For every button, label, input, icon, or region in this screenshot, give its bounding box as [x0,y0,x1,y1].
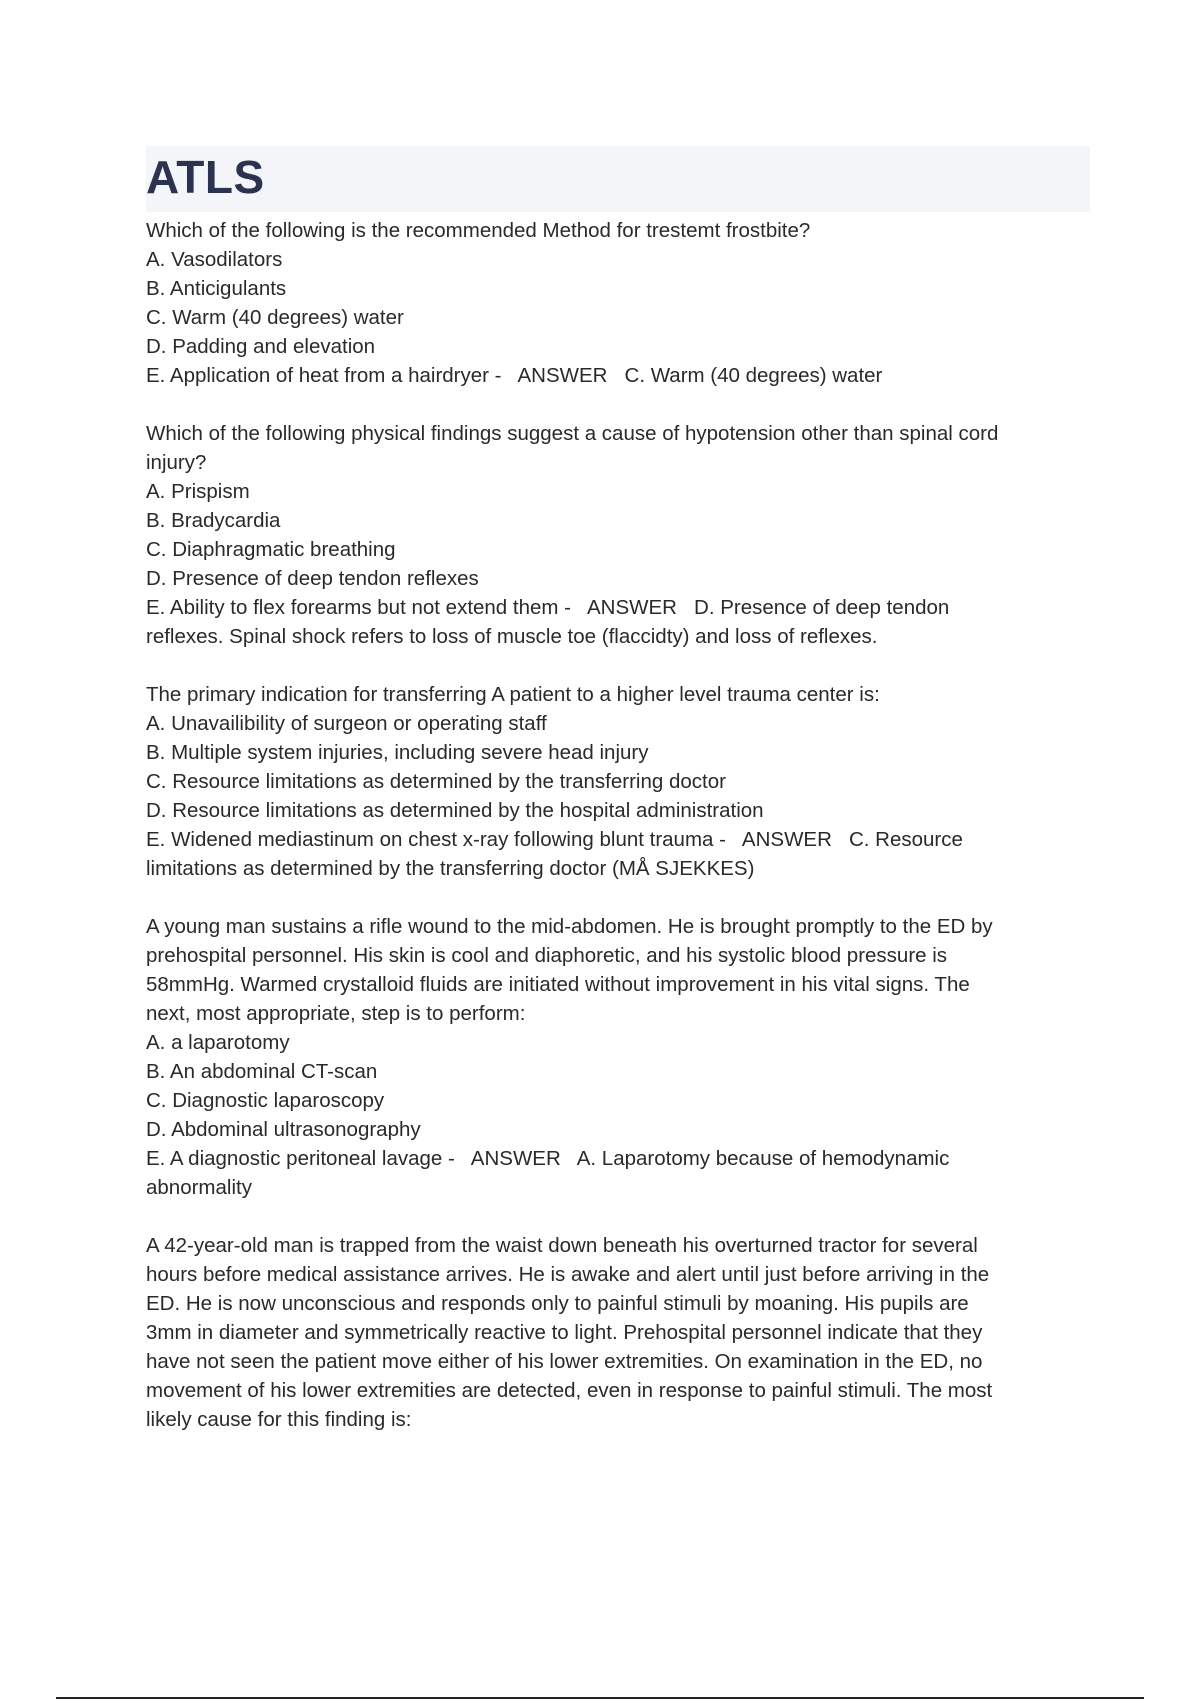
question-4-line: C. Diagnostic laparoscopy [146,1089,385,1112]
question-1-line: B. Anticigulants [146,277,287,300]
question-3-answer-line: E. Widened mediastinum on chest x-ray following blunt trauma - ANSWER C. Resource [146,828,963,851]
question-4-line: next, most appropriate, step is to perform: [146,1002,526,1025]
question-1-line: D. Padding and elevation [146,335,376,358]
question-1-line: Which of the following is the recommended Method for trestemt frostbite? [146,219,811,242]
question-5-line: movement of his lower extremities are detected, even in response to painful stimuli. The most [146,1379,993,1402]
document-title: ATLS [146,151,265,203]
question-1 [146,216,1090,390]
question-3-line: The primary indication for transferring A patient to a higher level trauma center is: [146,683,880,706]
question-4 [146,912,1090,1202]
question-4-line: A young man sustains a rifle wound to the mid-abdomen. He is brought promptly to the ED by [146,915,993,938]
page-bottom-rule [56,1697,1144,1699]
question-4-line: A. a laparotomy [146,1031,290,1054]
question-2-answer-line: reflexes. Spinal shock refers to loss of muscle toe (flaccidty) and loss of reflexes. [146,625,878,648]
question-4-answer-line: abnormality [146,1176,252,1199]
question-2-line: A. Prispism [146,480,250,503]
question-4-line: prehospital personnel. His skin is cool and diaphoretic, and his systolic blood pressure is [146,944,948,967]
question-2-line: injury? [146,451,207,474]
question-1-answer-line: E. Application of heat from a hairdryer - ANSWER C. Warm (40 degrees) water [146,364,883,387]
question-3-answer-line: limitations as determined by the transferring doctor (MÅ SJEKKES) [146,857,755,880]
question-5 [146,1231,1090,1434]
question-2-line: Which of the following physical findings suggest a cause of hypotension other than spinal cord [146,422,999,445]
question-2-line: C. Diaphragmatic breathing [146,538,396,561]
question-5-line: have not seen the patient move either of his lower extremities. On examination in the ED, no [146,1350,983,1373]
question-3-line: C. Resource limitations as determined by the transferring doctor [146,770,726,793]
question-2-line: B. Bradycardia [146,509,281,532]
question-4-line: D. Abdominal ultrasonography [146,1118,421,1141]
question-4-line: B. An abdominal CT-scan [146,1060,378,1083]
question-1-line: A. Vasodilators [146,248,283,271]
question-1-line: C. Warm (40 degrees) water [146,306,404,329]
question-3-line: D. Resource limitations as determined by the hospital administration [146,799,764,822]
document-page [146,146,1090,1463]
question-3 [146,680,1090,883]
question-2-answer-line: E. Ability to flex forearms but not extend them - ANSWER D. Presence of deep tendon [146,596,950,619]
question-5-line: ED. He is now unconscious and responds only to painful stimuli by moaning. His pupils are [146,1292,969,1315]
question-4-line: 58mmHg. Warmed crystalloid fluids are initiated without improvement in his vital signs. The [146,973,970,996]
question-2-line: D. Presence of deep tendon reflexes [146,567,479,590]
question-5-line: likely cause for this finding is: [146,1408,412,1431]
question-5-line: hours before medical assistance arrives. He is awake and alert until just before arriving in the [146,1263,990,1286]
question-5-line: A 42-year-old man is trapped from the waist down beneath his overturned tractor for several [146,1234,978,1257]
question-3-line: B. Multiple system injuries, including severe head injury [146,741,649,764]
title-band [146,146,1090,212]
question-3-line: A. Unavailibility of surgeon or operating staff [146,712,547,735]
question-2 [146,419,1090,651]
question-5-line: 3mm in diameter and symmetrically reactive to light. Prehospital personnel indicate that they [146,1321,983,1344]
question-4-answer-line: E. A diagnostic peritoneal lavage - ANSWER A. Laparotomy because of hemodynamic [146,1147,950,1170]
